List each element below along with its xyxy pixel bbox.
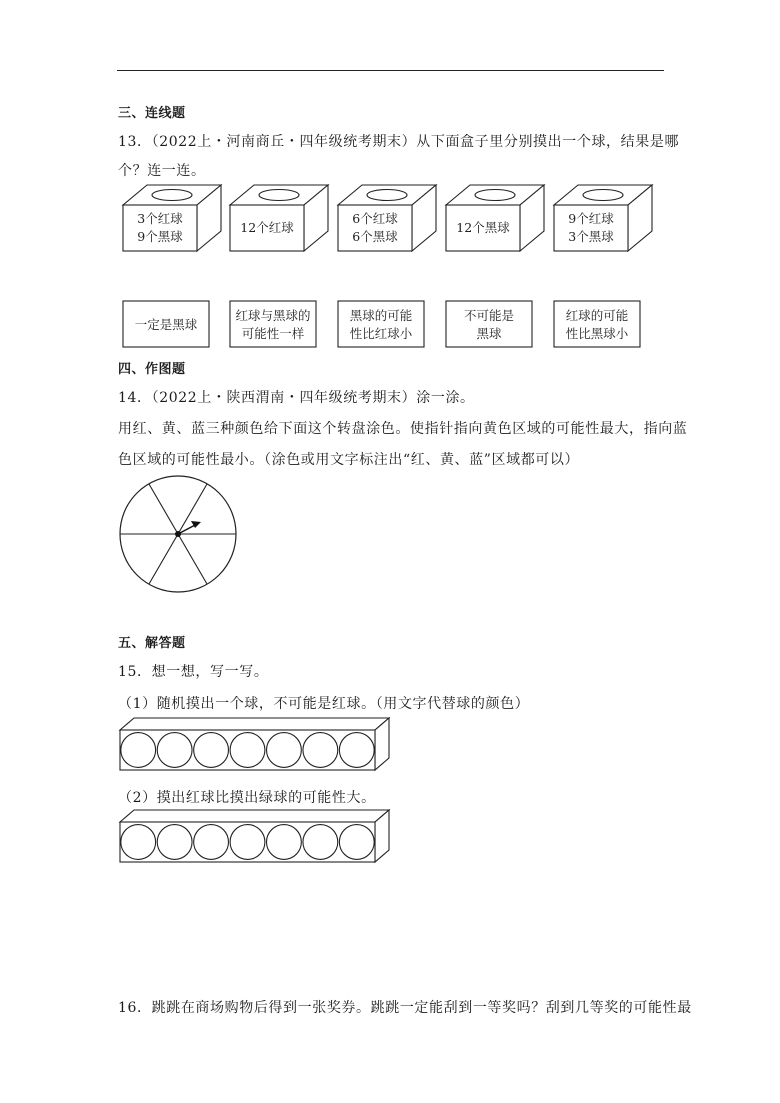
q15-text: 15．想一想，写一写。	[118, 664, 269, 680]
result-label: 一定是黑球	[134, 317, 198, 332]
result-box-4[interactable]	[446, 301, 532, 347]
section-3-title: 三、连线题	[118, 106, 186, 121]
ball-slot[interactable]	[121, 825, 156, 860]
result-box-3[interactable]	[338, 301, 424, 347]
ball-tray-2[interactable]	[115, 806, 395, 868]
result-label-line2: 性比黑球小	[565, 326, 629, 341]
ball-slot[interactable]	[157, 733, 192, 768]
ball-slot[interactable]	[267, 825, 302, 860]
q13-text-line1: 13．（2022上・河南商丘・四年级统考期末）从下面盒子里分别摸出一个球，结果是哪	[118, 134, 680, 150]
ball-slot[interactable]	[194, 733, 229, 768]
ball-slot[interactable]	[339, 825, 374, 860]
ball-box-3[interactable]	[338, 185, 436, 251]
box-opening	[259, 190, 299, 201]
box-opening	[475, 190, 515, 201]
section-5-title: 五、解答题	[118, 636, 186, 651]
result-label-line2: 黑球	[476, 326, 502, 341]
box-label-line1: 9个红球	[568, 211, 614, 226]
q14-text-line1: 14．（2022上・陕西渭南・四年级统考期末）涂一涂。	[118, 390, 475, 406]
result-box-5[interactable]	[554, 301, 640, 347]
section-4-title: 四、作图题	[118, 362, 186, 377]
result-box-2[interactable]	[230, 301, 316, 347]
q15-part2-text: （2）摸出红球比摸出绿球的可能性大。	[118, 790, 376, 806]
result-label-line1: 红球的可能	[565, 308, 629, 323]
ball-slot[interactable]	[230, 733, 265, 768]
result-label-line1: 红球与黑球的	[235, 308, 311, 323]
spinner-center-dot	[175, 531, 181, 537]
ball-slot[interactable]	[339, 733, 374, 768]
ball-slot[interactable]	[121, 733, 156, 768]
result-box-1[interactable]	[123, 301, 209, 347]
box-label-line1: 6个红球	[352, 211, 398, 226]
ball-box-1[interactable]	[123, 185, 221, 251]
result-label-line1: 不可能是	[463, 308, 515, 323]
q15-part1-text: （1）随机摸出一个球，不可能是红球。（用文字代替球的颜色）	[118, 696, 530, 712]
ball-box-5[interactable]	[554, 185, 652, 251]
box-opening	[367, 190, 407, 201]
box-label-line2: 9个黑球	[137, 229, 183, 244]
box-label-line2: 6个黑球	[352, 229, 398, 244]
ball-slot[interactable]	[230, 825, 265, 860]
q14-text-line2: 用红、黄、蓝三种颜色给下面这个转盘涂色。使指针指向黄色区域的可能性最大，指向蓝	[118, 421, 688, 437]
box-label: 12个红球	[240, 220, 294, 235]
ball-tray-1[interactable]	[115, 714, 395, 776]
ball-slot[interactable]	[303, 825, 338, 860]
q14-text-line3: 色区域的可能性最小。（涂色或用文字标注出“红、黄、蓝”区域都可以）	[118, 452, 580, 468]
box-label: 12个黑球	[456, 220, 510, 235]
q13-text-line2: 个？连一连。	[118, 163, 206, 179]
result-label-line2: 性比红球小	[349, 326, 413, 341]
ball-slot[interactable]	[303, 733, 338, 768]
ball-slot[interactable]	[194, 825, 229, 860]
box-label-line1: 3个红球	[137, 211, 183, 226]
tray-top	[120, 810, 389, 822]
q16-text: 16．跳跳在商场购物后得到一张奖券。跳跳一定能刮到一等奖吗？刮到几等奖的可能性最	[118, 1000, 692, 1016]
box-opening	[583, 190, 623, 201]
q13-matching-figure	[0, 0, 780, 360]
result-label-line1: 黑球的可能	[349, 308, 413, 323]
spinner-wheel[interactable]	[115, 472, 245, 602]
tray-top	[120, 718, 389, 730]
ball-slot[interactable]	[157, 825, 192, 860]
result-label-line2: 可能性一样	[241, 326, 305, 341]
box-label-line2: 3个黑球	[568, 229, 614, 244]
ball-box-4[interactable]	[446, 185, 544, 251]
ball-slot[interactable]	[267, 733, 302, 768]
box-opening	[152, 190, 192, 201]
ball-box-2[interactable]	[230, 185, 328, 251]
